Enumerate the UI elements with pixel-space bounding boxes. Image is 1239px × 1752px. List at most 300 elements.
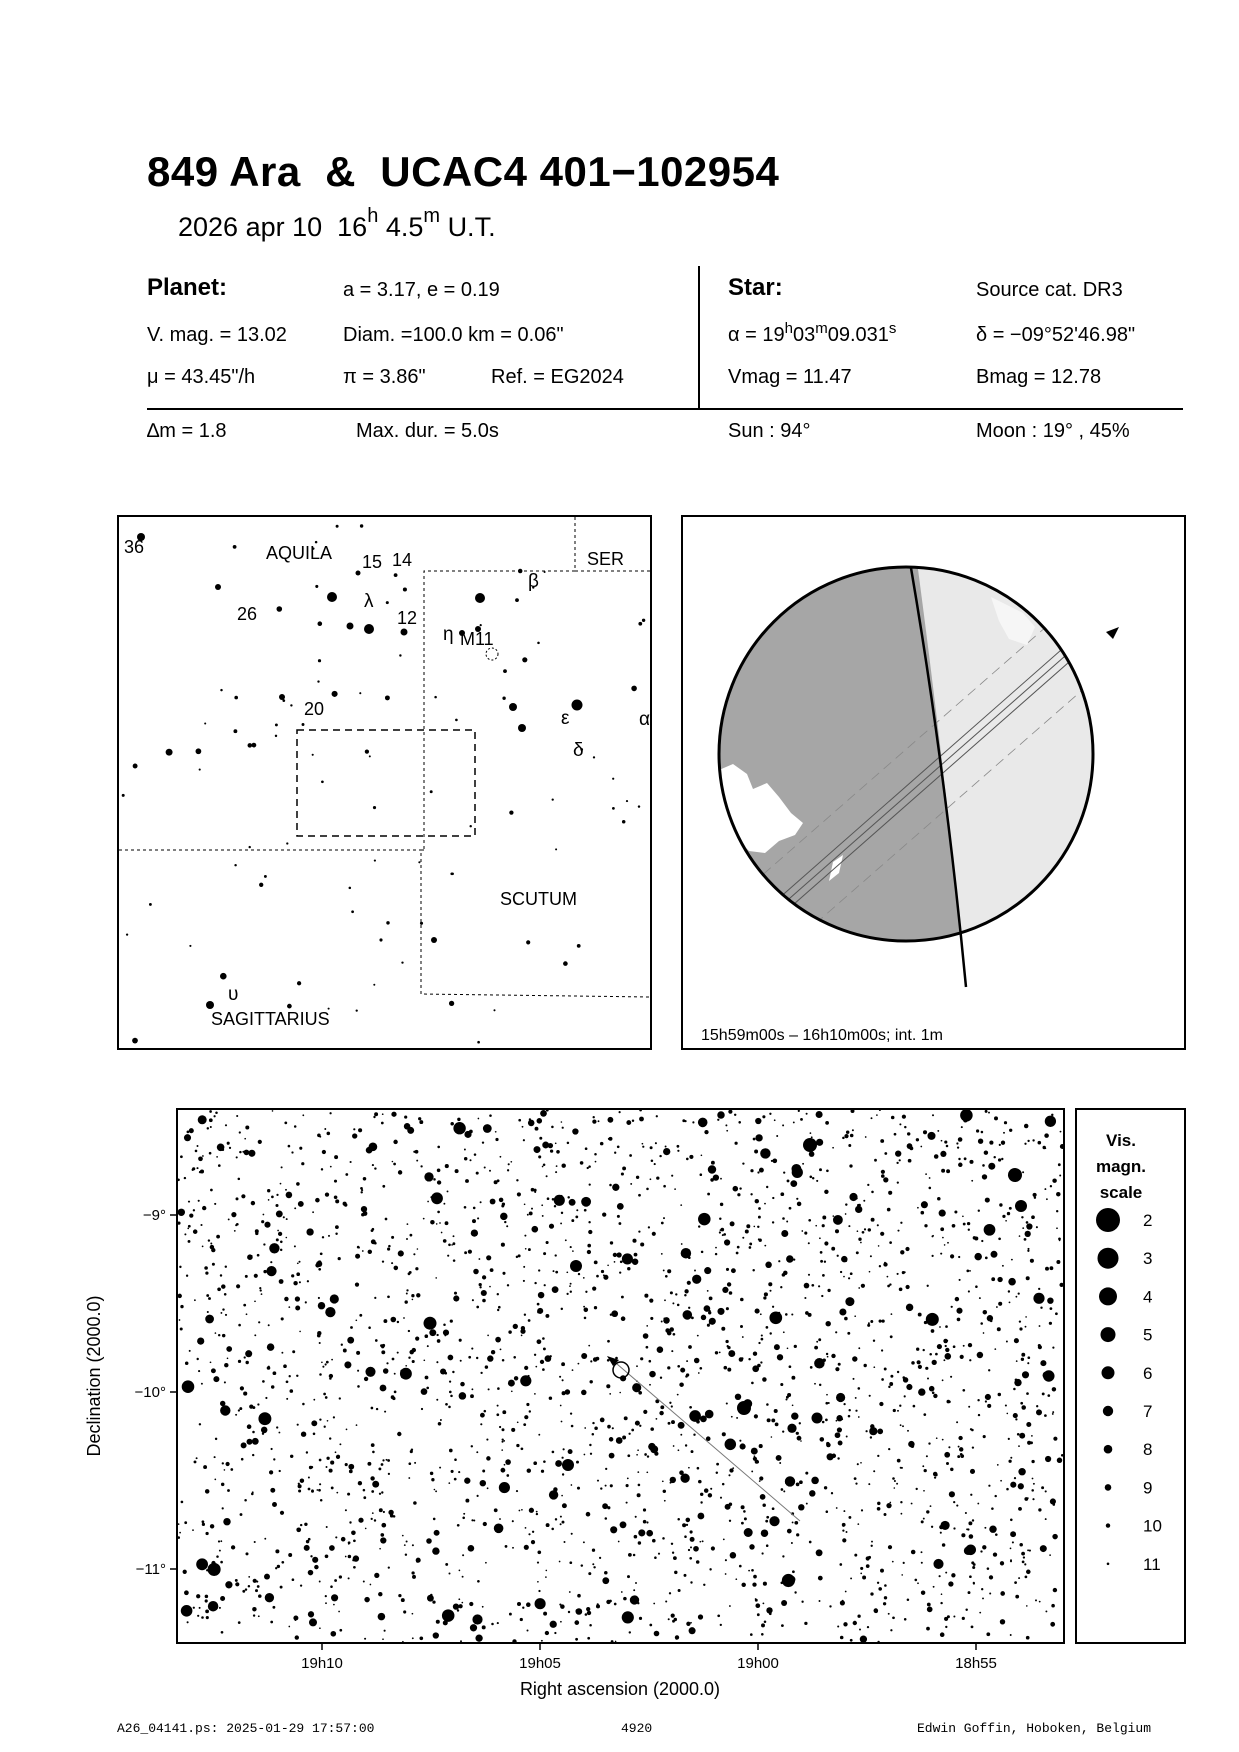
field-star: [248, 1576, 250, 1578]
field-star: [970, 1469, 975, 1474]
field-star: [939, 1326, 941, 1328]
star-chart: [70, 1100, 1070, 1700]
field-star: [769, 1332, 771, 1334]
field-star: [804, 1622, 807, 1625]
field-star: [235, 1582, 239, 1586]
field-star: [1010, 1519, 1013, 1522]
field-star: [1027, 1356, 1030, 1359]
field-star: [184, 1590, 189, 1595]
scale-title: magn.: [1095, 1157, 1147, 1176]
field-star: [611, 1310, 618, 1317]
finder-star: [631, 686, 637, 692]
finder-star: [302, 723, 305, 726]
field-star: [374, 1519, 376, 1521]
field-star: [698, 1372, 700, 1374]
field-star: [989, 1141, 993, 1145]
field-star: [298, 1484, 302, 1488]
field-star: [283, 1364, 287, 1368]
field-star: [555, 1518, 557, 1520]
field-star: [902, 1115, 906, 1119]
field-star: [265, 1593, 274, 1602]
field-star: [397, 1352, 399, 1354]
field-star: [673, 1556, 677, 1560]
finder-star: [537, 642, 540, 645]
field-star: [313, 1399, 315, 1401]
field-star: [1018, 1507, 1022, 1511]
field-star: [722, 1483, 725, 1486]
field-star: [607, 1265, 609, 1267]
field-star: [415, 1267, 418, 1270]
field-star: [280, 1511, 284, 1515]
constellation-boundaries: [119, 517, 650, 997]
field-star: [382, 1638, 384, 1640]
field-star: [806, 1113, 808, 1115]
field-star: [245, 1350, 252, 1357]
field-star: [472, 1299, 474, 1301]
field-star: [450, 1395, 453, 1398]
field-star: [717, 1119, 719, 1121]
field-star: [239, 1131, 241, 1133]
field-star: [905, 1247, 909, 1251]
field-star: [592, 1563, 594, 1565]
field-star: [617, 1215, 620, 1218]
field-star: [694, 1270, 696, 1272]
field-star: [201, 1383, 203, 1385]
finder-star: [475, 593, 485, 603]
scale-title: scale: [1099, 1183, 1143, 1202]
field-star: [1019, 1235, 1021, 1237]
field-star: [736, 1252, 739, 1255]
field-star: [638, 1529, 645, 1536]
field-star: [944, 1244, 946, 1246]
field-star: [296, 1182, 300, 1186]
field-star: [216, 1555, 219, 1558]
star-chart-svg: [70, 1100, 1070, 1700]
field-star: [583, 1306, 585, 1308]
field-star: [646, 1346, 649, 1349]
field-star: [577, 1487, 580, 1490]
field-star: [619, 1271, 621, 1273]
field-star: [491, 1350, 495, 1354]
field-star: [476, 1357, 478, 1359]
field-star: [858, 1347, 860, 1349]
field-star: [197, 1615, 199, 1617]
field-star: [1049, 1322, 1052, 1325]
field-star: [347, 1337, 354, 1344]
field-star: [988, 1112, 990, 1114]
field-star: [210, 1245, 214, 1249]
field-star: [1038, 1345, 1042, 1349]
field-star: [833, 1215, 835, 1217]
field-star: [320, 1499, 323, 1502]
finder-star: [318, 621, 323, 626]
field-star: [251, 1493, 254, 1496]
field-star: [188, 1225, 191, 1228]
ra-m-unit: m: [815, 320, 828, 337]
field-star: [330, 1585, 333, 1588]
field-star: [198, 1156, 203, 1161]
field-star: [348, 1555, 352, 1559]
event-hour: 16: [337, 212, 368, 242]
planet-diameter: Diam. =100.0 km = 0.06": [343, 324, 564, 346]
field-star: [267, 1366, 271, 1370]
field-star: [946, 1169, 950, 1173]
moon-info: Moon : 19° , 45%: [976, 420, 1130, 442]
field-star: [782, 1217, 785, 1220]
finder-star: [451, 872, 454, 875]
finder-star: [132, 1038, 138, 1044]
field-star: [424, 1317, 437, 1330]
field-star: [791, 1542, 793, 1544]
field-star: [835, 1229, 839, 1233]
field-star: [542, 1368, 545, 1371]
field-star: [794, 1521, 798, 1525]
field-star: [1045, 1456, 1051, 1462]
finder-star: [234, 696, 238, 700]
field-star: [1008, 1460, 1011, 1463]
field-star: [868, 1322, 870, 1324]
field-star: [671, 1350, 673, 1352]
field-star: [416, 1160, 418, 1162]
field-star: [836, 1393, 845, 1402]
field-star: [357, 1370, 359, 1372]
field-star: [1050, 1185, 1052, 1187]
field-star: [298, 1261, 300, 1263]
field-star: [379, 1508, 383, 1512]
field-star: [345, 1173, 348, 1176]
field-star: [1056, 1192, 1061, 1197]
field-star: [407, 1223, 409, 1225]
field-star: [715, 1247, 717, 1249]
field-star: [290, 1389, 294, 1393]
field-star: [550, 1355, 552, 1357]
field-star: [221, 1631, 224, 1634]
field-star: [721, 1327, 725, 1331]
field-star: [994, 1348, 996, 1350]
field-star: [989, 1575, 993, 1579]
field-star: [791, 1376, 795, 1380]
field-star: [965, 1512, 967, 1514]
field-star: [464, 1157, 467, 1160]
field-star: [506, 1225, 508, 1227]
field-star: [596, 1275, 599, 1278]
field-star: [329, 1469, 333, 1473]
field-star: [837, 1255, 839, 1257]
field-star: [698, 1118, 708, 1128]
field-star: [835, 1432, 841, 1438]
field-star: [216, 1235, 220, 1239]
field-star: [752, 1582, 756, 1586]
field-star: [951, 1306, 953, 1308]
field-star: [597, 1603, 599, 1605]
field-star: [674, 1571, 677, 1574]
field-star: [661, 1222, 664, 1225]
field-star: [761, 1338, 764, 1341]
field-star: [294, 1245, 296, 1247]
field-star: [517, 1602, 521, 1606]
field-star: [545, 1576, 547, 1578]
finder-star: [480, 624, 482, 626]
field-star: [586, 1512, 591, 1517]
field-star: [880, 1139, 884, 1143]
field-star: [208, 1297, 211, 1300]
field-star: [261, 1220, 264, 1223]
field-star: [550, 1149, 553, 1152]
field-star: [926, 1627, 930, 1631]
field-star: [462, 1576, 464, 1578]
finder-star: [593, 756, 595, 758]
field-star: [179, 1266, 181, 1268]
field-star: [500, 1156, 502, 1158]
field-star: [814, 1346, 818, 1350]
field-star: [999, 1203, 1002, 1206]
field-star: [728, 1110, 732, 1114]
field-star: [1018, 1468, 1025, 1475]
field-star: [787, 1424, 796, 1433]
field-star: [325, 1363, 327, 1365]
field-star: [923, 1490, 925, 1492]
field-star: [273, 1371, 277, 1375]
field-star: [295, 1306, 300, 1311]
field-star: [790, 1180, 797, 1187]
field-star: [958, 1137, 963, 1142]
star-label: 14: [392, 550, 413, 570]
field-star: [633, 1589, 635, 1591]
field-star: [816, 1341, 818, 1343]
field-star: [927, 1607, 933, 1613]
field-star: [704, 1305, 711, 1312]
field-star: [264, 1416, 267, 1419]
field-star: [527, 1468, 531, 1472]
finder-star: [552, 798, 554, 800]
field-star: [688, 1549, 690, 1551]
field-star: [819, 1600, 821, 1602]
field-star: [629, 1631, 631, 1633]
field-star: [620, 1260, 623, 1263]
field-star: [1000, 1561, 1004, 1565]
field-star: [244, 1138, 246, 1140]
field-star: [352, 1559, 354, 1561]
field-star: [785, 1398, 787, 1400]
field-star: [499, 1426, 501, 1428]
field-star: [860, 1567, 863, 1570]
finder-star: [220, 689, 222, 691]
field-star: [977, 1399, 979, 1401]
field-star: [502, 1203, 505, 1206]
field-star: [902, 1425, 904, 1427]
field-star: [205, 1315, 214, 1324]
field-star: [500, 1213, 507, 1220]
field-star: [184, 1177, 186, 1179]
field-star: [760, 1361, 762, 1363]
field-star: [485, 1365, 488, 1368]
field-star: [659, 1155, 661, 1157]
field-star: [896, 1483, 898, 1485]
field-star: [490, 1199, 496, 1205]
field-star: [416, 1293, 420, 1297]
field-star: [368, 1326, 371, 1329]
field-star: [392, 1397, 395, 1400]
field-star: [464, 1206, 467, 1209]
field-star: [717, 1111, 725, 1119]
field-star: [197, 1338, 204, 1345]
field-star: [836, 1415, 842, 1421]
field-star: [537, 1339, 542, 1344]
field-star: [960, 1355, 964, 1359]
field-star: [331, 1486, 334, 1489]
field-star: [1053, 1503, 1056, 1506]
field-star: [940, 1253, 942, 1255]
field-star: [398, 1170, 402, 1174]
field-star: [480, 1372, 482, 1374]
field-star: [1052, 1411, 1054, 1413]
field-star: [435, 1277, 437, 1279]
field-star: [362, 1250, 364, 1252]
field-star: [879, 1402, 883, 1406]
field-star: [1038, 1141, 1042, 1145]
field-star: [411, 1571, 414, 1574]
field-star: [275, 1567, 277, 1569]
field-star: [958, 1158, 960, 1160]
field-star: [680, 1434, 682, 1436]
field-star: [215, 1332, 217, 1334]
field-star: [850, 1134, 854, 1138]
field-star: [869, 1427, 877, 1435]
field-star: [1032, 1139, 1034, 1141]
field-star: [808, 1219, 811, 1222]
field-star: [605, 1468, 607, 1470]
field-star: [601, 1270, 604, 1273]
field-star: [768, 1282, 772, 1286]
field-star: [891, 1116, 895, 1120]
field-star: [849, 1193, 857, 1201]
field-star: [791, 1313, 793, 1315]
field-star: [635, 1421, 640, 1426]
field-star: [358, 1128, 362, 1132]
field-star: [594, 1427, 598, 1431]
field-star: [387, 1248, 390, 1251]
star-label: β: [528, 571, 539, 592]
field-star: [213, 1376, 219, 1382]
field-star: [701, 1251, 704, 1254]
field-star: [825, 1321, 830, 1326]
field-star: [593, 1116, 595, 1118]
field-star: [754, 1150, 758, 1154]
field-star: [382, 1113, 384, 1115]
field-star: [436, 1223, 438, 1225]
field-star: [276, 1426, 278, 1428]
field-star: [280, 1183, 282, 1185]
field-star: [258, 1140, 262, 1144]
finder-star: [332, 691, 338, 697]
field-star: [495, 1337, 501, 1343]
field-star: [1018, 1293, 1020, 1295]
field-star: [465, 1179, 469, 1183]
field-star: [476, 1451, 478, 1453]
field-star: [596, 1357, 600, 1361]
field-star: [180, 1327, 183, 1330]
field-star: [881, 1174, 885, 1178]
finder-star: [642, 619, 645, 622]
field-star: [874, 1609, 878, 1613]
field-star: [281, 1561, 284, 1564]
field-star: [207, 1127, 209, 1129]
field-star: [629, 1154, 632, 1157]
field-star: [627, 1267, 630, 1270]
field-star: [727, 1368, 731, 1372]
field-star: [219, 1550, 221, 1552]
field-star: [403, 1317, 405, 1319]
field-star: [322, 1236, 324, 1238]
field-star: [941, 1521, 950, 1530]
field-star: [324, 1426, 326, 1428]
field-star: [831, 1492, 833, 1494]
field-star: [935, 1473, 938, 1476]
field-star: [969, 1359, 971, 1361]
field-star: [592, 1119, 596, 1123]
field-star: [901, 1513, 903, 1515]
field-star: [663, 1317, 665, 1319]
field-star: [572, 1250, 574, 1252]
field-star: [1026, 1636, 1030, 1640]
field-star: [408, 1330, 410, 1332]
field-star: [978, 1210, 980, 1212]
field-star: [665, 1328, 669, 1332]
field-star: [904, 1618, 907, 1621]
field-star: [890, 1335, 893, 1338]
field-star: [652, 1232, 656, 1236]
field-star: [544, 1284, 546, 1286]
field-star: [846, 1130, 849, 1133]
field-star: [321, 1361, 323, 1363]
field-star: [543, 1252, 546, 1255]
field-star: [737, 1246, 740, 1249]
field-star: [388, 1566, 390, 1568]
field-star: [286, 1380, 289, 1383]
field-star: [304, 1523, 307, 1526]
field-star: [983, 1310, 987, 1314]
field-star: [276, 1238, 279, 1241]
field-star: [184, 1233, 186, 1235]
field-star: [188, 1240, 191, 1243]
field-star: [685, 1444, 687, 1446]
field-star: [871, 1218, 875, 1222]
field-star: [364, 1638, 366, 1640]
field-star: [254, 1274, 258, 1278]
field-star: [1027, 1250, 1029, 1252]
field-star: [1050, 1307, 1053, 1310]
field-star: [271, 1385, 274, 1388]
magnitude-dot: [1103, 1406, 1113, 1416]
field-star: [865, 1136, 867, 1138]
field-star: [589, 1444, 591, 1446]
field-star: [1013, 1413, 1018, 1418]
field-star: [531, 1188, 535, 1192]
field-star: [192, 1169, 194, 1171]
field-star: [729, 1291, 733, 1295]
field-star: [837, 1457, 839, 1459]
field-star: [222, 1507, 224, 1509]
finder-star: [430, 790, 433, 793]
field-star: [372, 1512, 374, 1514]
field-star: [531, 1540, 535, 1544]
field-star: [923, 1413, 926, 1416]
field-star: [840, 1271, 842, 1273]
field-star: [753, 1138, 756, 1141]
finder-star: [286, 842, 288, 844]
finder-star: [336, 525, 339, 528]
field-star: [180, 1155, 183, 1158]
